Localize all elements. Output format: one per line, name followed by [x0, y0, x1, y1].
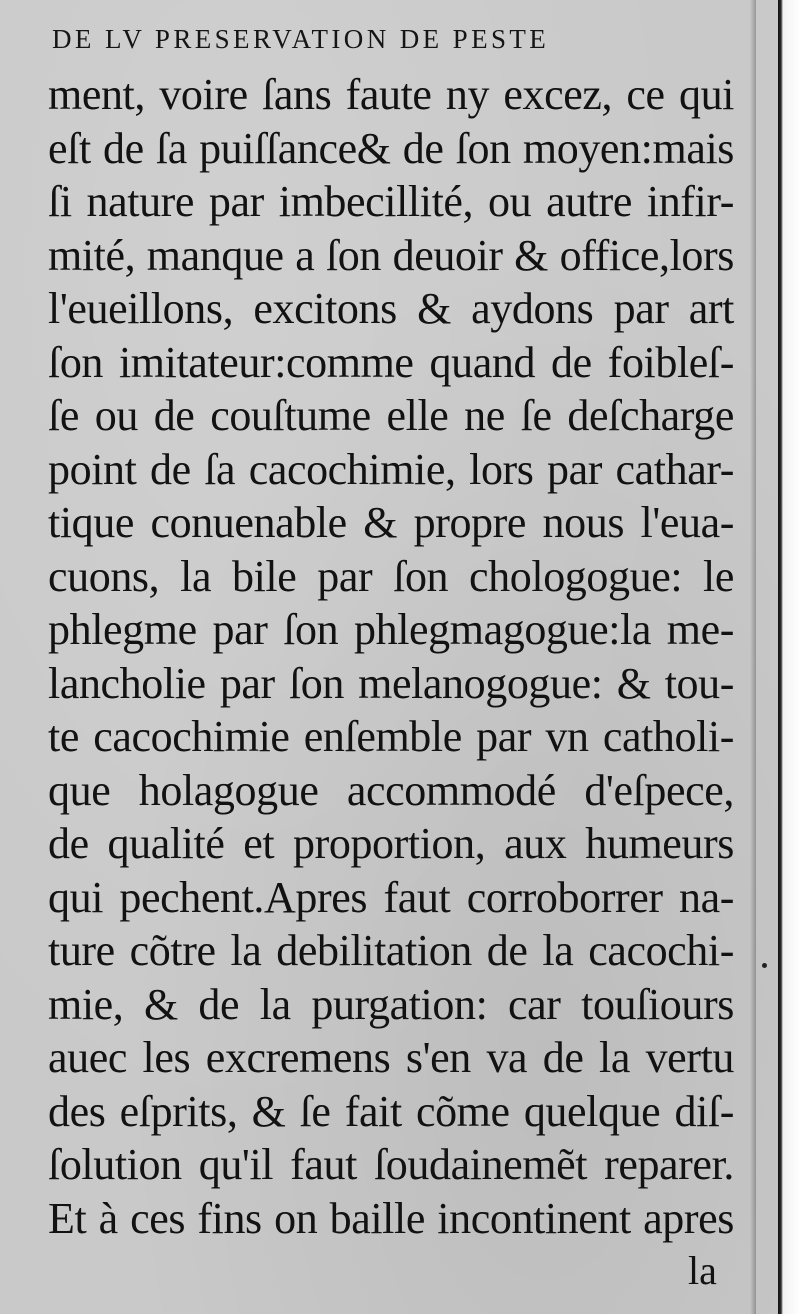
text-line: qui pechent.Apres faut corroborrer na-	[48, 872, 734, 922]
text-line: point de ſa cacochimie, lors par cathar-	[48, 444, 734, 494]
text-line: phlegme par ſon phlegmagogue:la me-	[48, 605, 734, 654]
text-line: ſe ou de couſtume elle ne ſe deſcharge	[48, 391, 734, 440]
text-line: Et à ces fins on baille incontinent apres	[48, 1193, 734, 1243]
text-line: ſi nature par imbecillité, ou autre infir-	[48, 177, 734, 226]
text-line: lancholie par ſon melanogogue: & tou-	[48, 658, 734, 708]
text-line: ſolution qu'il faut ſoudainemẽt reparer.	[48, 1140, 734, 1189]
body-text	[48, 68, 734, 1245]
text-line: mie, & de la purgation: car touſiours	[48, 979, 734, 1029]
text-line: te cacochimie enſemble par vn catholi-	[48, 712, 734, 761]
running-head: DE LV PRESERVATION DE PESTE	[52, 24, 550, 54]
text-line: que holagogue accommodé d'eſpece,	[48, 765, 734, 815]
page-edge-shadow	[750, 0, 756, 1314]
text-line: mité, manque a ſon deuoir & office,lors	[48, 230, 734, 280]
text-line: ment, voire ſans faute ny excez, ce qui	[48, 70, 734, 119]
text-line: l'eueillons, excitons & aydons par art	[48, 284, 734, 333]
text-line: cuons, la bile par ſon chologogue: le	[48, 551, 734, 601]
ink-speck	[762, 963, 767, 968]
text-line: des eſprits, & ſe fait cõme quelque diſ-	[48, 1086, 734, 1136]
text-line: auec les excremens s'en va de la vertu	[48, 1033, 734, 1082]
text-line: tique conuenable & propre nous l'eua-	[48, 498, 734, 547]
text-line: eſt de ſa puiſſance& de ſon moyen:mais	[48, 123, 734, 173]
page-gutter	[778, 0, 800, 1314]
text-line: de qualité et proportion, aux humeurs	[48, 819, 734, 868]
catchword: la	[688, 1248, 717, 1293]
text-line: ture cõtre la debilitation de la cacochi-	[48, 926, 734, 975]
text-line: ſon imitateur:comme quand de foibleſ-	[48, 337, 734, 387]
